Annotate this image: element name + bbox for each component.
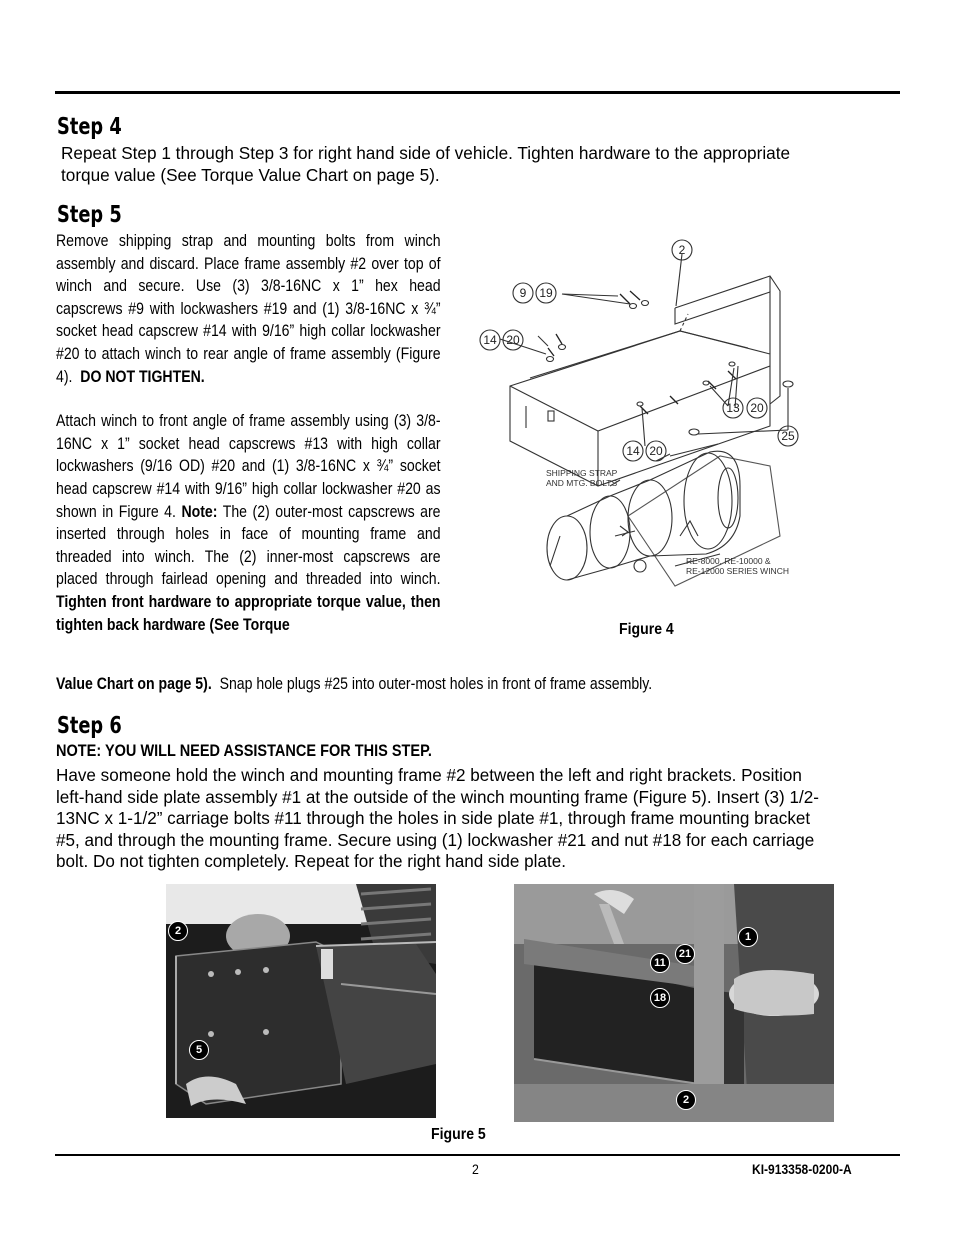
figure5-right-photo-art — [514, 884, 834, 1122]
figure4-label-shipping-2: AND MTG. BOLTS — [546, 478, 618, 488]
figure5-caption: Figure 5 — [431, 1126, 486, 1143]
figure5-right-badge-18: 18 — [650, 988, 670, 1008]
step5-para2-text: Attach winch to front angle of frame assembly using (3) 3/8-16NC x 1” socket head capscrews #13 with high collar lockwashers (9/16 OD) #20 and (1) 3/8-16NC x ¾” socket head capscrew #14 with 9/16” high collar lockwasher #20 as shown in Figure 4. — [56, 412, 441, 521]
figure4-label-shipping-1: SHIPPING STRAP — [546, 468, 618, 478]
step5-para1 — [56, 230, 441, 388]
page-number: 2 — [472, 1161, 479, 1177]
step4-line1: Repeat Step 1 through Step 3 for right hand side of vehicle. Tighten hardware to the appropriate — [61, 143, 791, 163]
figure5-left-badge-2: 2 — [168, 921, 188, 941]
figure5-left-badge-5: 5 — [189, 1040, 209, 1060]
figure4-callout-20c: 20 — [649, 444, 663, 458]
figure4-callout-20b: 20 — [750, 401, 764, 415]
step6-line: Have someone hold the winch and mounting frame #2 between the left and right brackets. Position — [56, 766, 802, 785]
step5-note-text: The (2) outer-most capscrews are inserted through holes in face of mounting frame and threaded into winch. The (2) inner-most capscrews are placed through fairlead opening and threaded into winch. — [56, 502, 441, 589]
figure4-callout-13: 13 — [726, 401, 740, 415]
step6-line: left-hand side plate assembly #1 at the outside of the winch mounting frame (Figure 5). Insert (3) 1/2- — [56, 787, 819, 807]
step6-heading: Step 6 — [57, 713, 122, 739]
figure4-callout-2: 2 — [678, 243, 686, 257]
figure5-right-photo — [514, 884, 834, 1122]
step5-do-not-tighten: DO NOT TIGHTEN. — [80, 367, 205, 386]
figure4-callout-20: 20 — [506, 333, 520, 347]
step5-bold-instruction-end: Value Chart on page 5). — [56, 675, 212, 693]
step6-line: 13NC x 1-1/2” carriage bolts #11 through the holes in side plate #1, through frame mounting bracket — [56, 809, 811, 828]
figure5-right-badge-21: 21 — [675, 944, 695, 964]
step5-para1-text: Remove shipping strap and mounting bolts from winch assembly and discard. Place frame assembly #2 over top of winch and secure. Use (3) 3/8-16NC x 1” hex head capscrews #9 with lockwashers #19 and (1) 3/8-16NC x ¾” socket head capscrew #14 with 9/16” high collar lockwasher #20 to attach winch to rear angle of frame assembly (Figure 4). — [56, 232, 441, 386]
figure4-callout-9: 9 — [519, 286, 527, 300]
step6-line: #5, and through the mounting frame. Secure using (1) lockwasher #21 and nut #18 for each carriage — [56, 830, 815, 850]
document-code: KI-913358-0200-A — [752, 1161, 852, 1177]
step5-bold-instruction: Tighten front hardware to appropriate torque value, then tighten back hardware (See Torque — [56, 592, 441, 634]
step4-line2: torque value (See Torque Value Chart on page 5). — [61, 164, 440, 185]
bottom-rule — [55, 1154, 900, 1156]
figure4-callout-14b: 14 — [626, 444, 640, 458]
step5-column — [56, 230, 441, 636]
step6-note: NOTE: YOU WILL NEED ASSISTANCE FOR THIS STEP. — [56, 742, 432, 760]
step5-heading: Step 5 — [57, 202, 122, 228]
figure4-callout-25: 25 — [781, 429, 795, 443]
figure4-callout-19: 19 — [539, 286, 553, 300]
step5-para2 — [56, 410, 441, 636]
figure4-callout-14: 14 — [483, 333, 497, 347]
figure4-exploded-diagram — [470, 236, 810, 598]
top-rule — [55, 91, 900, 94]
step6-line: bolt. Do not tighten completely. Repeat for the right hand side plate. — [56, 852, 566, 871]
figure5-right-badge-11: 11 — [650, 953, 670, 973]
step5-last-text: Snap hole plugs #25 into outer-most holes in front of frame assembly. — [219, 675, 653, 693]
figure5-right-badge-1: 1 — [738, 927, 758, 947]
step4-text — [61, 143, 790, 186]
step6-text — [56, 765, 819, 873]
figure5-left-photo — [166, 884, 436, 1118]
figure4-label-winch-1: RE-8000, RE-10000 & — [686, 556, 771, 566]
figure4-label-winch-2: RE-12000 SERIES WINCH — [686, 566, 789, 576]
figure5-left-photo-art — [166, 884, 436, 1118]
figure4-caption: Figure 4 — [619, 621, 674, 638]
step5-last-line — [56, 673, 761, 695]
step5-note-label: Note: — [181, 502, 218, 521]
step4-heading: Step 4 — [57, 114, 122, 140]
figure5-right-badge-2: 2 — [676, 1090, 696, 1110]
